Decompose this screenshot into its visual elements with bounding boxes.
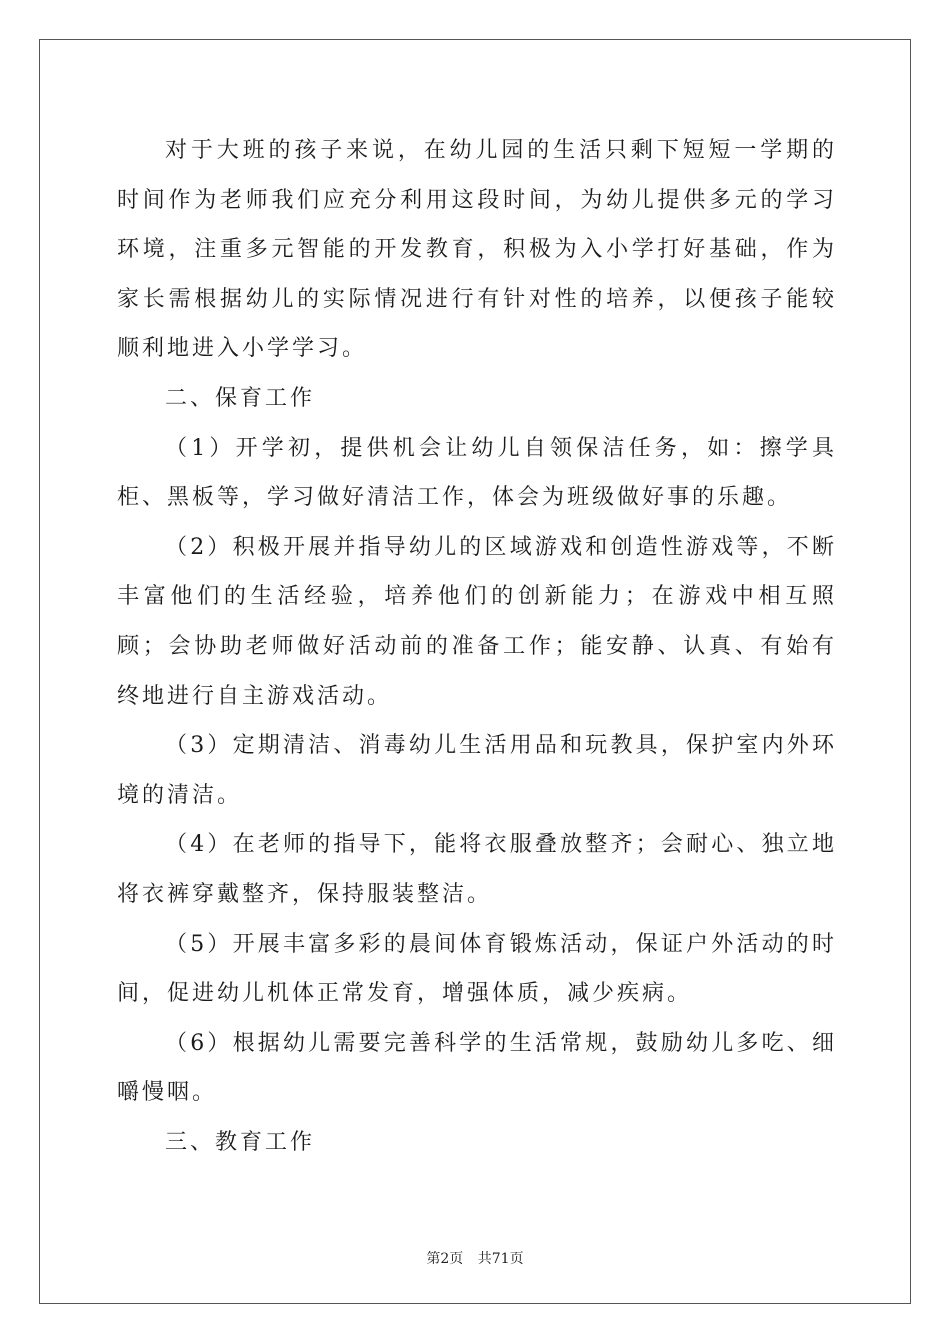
section-heading-education: 三、教育工作 [165, 1129, 316, 1155]
paragraph-care-3: （3）定期清洁、消毒幼儿生活用品和玩教具，保护室内外环境的清洁。 [117, 733, 837, 808]
paragraph-care-5: （5）开展丰富多彩的晨间体育锻炼活动，保证户外活动的时间，促进幼儿机体正常发育，增强体质，减少疾病。 [117, 931, 837, 1007]
page-number: 第2页 [426, 1251, 464, 1267]
paragraph-care-6: （6）根据幼儿需要完善科学的生活常规，鼓励幼儿多吃、细嚼慢咽。 [117, 1030, 837, 1106]
page-footer [0, 1248, 950, 1268]
page-total: 共71页 [477, 1251, 524, 1267]
document-body [117, 126, 837, 1167]
paragraph-intro: 对于大班的孩子来说，在幼儿园的生活只剩下短短一学期的时间作为老师我们应充分利用这段时间，为幼儿提供多元的学习环境，注重多元智能的开发教育，积极为入小学打好基础，作为家长需根据幼儿的实际情况进行有针对性的培养，以便孩子能较顺利地进入小学学习。 [117, 138, 837, 362]
section-heading-care: 二、保育工作 [165, 385, 316, 411]
paragraph-care-4: （4）在老师的指导下，能将衣服叠放整齐；会耐心、独立地将衣裤穿戴整齐，保持服装整洁。 [117, 832, 837, 907]
paragraph-care-2: （2）积极开展并指导幼儿的区域游戏和创造性游戏等，不断丰富他们的生活经验，培养他们的创新能力；在游戏中相互照顾；会协助老师做好活动前的准备工作；能安静、认真、有始有终地进行自主游戏活动。 [117, 534, 837, 709]
paragraph-care-1: （1）开学初，提供机会让幼儿自领保洁任务，如：擦学具柜、黑板等，学习做好清洁工作，体会为班级做好事的乐趣。 [117, 435, 837, 511]
